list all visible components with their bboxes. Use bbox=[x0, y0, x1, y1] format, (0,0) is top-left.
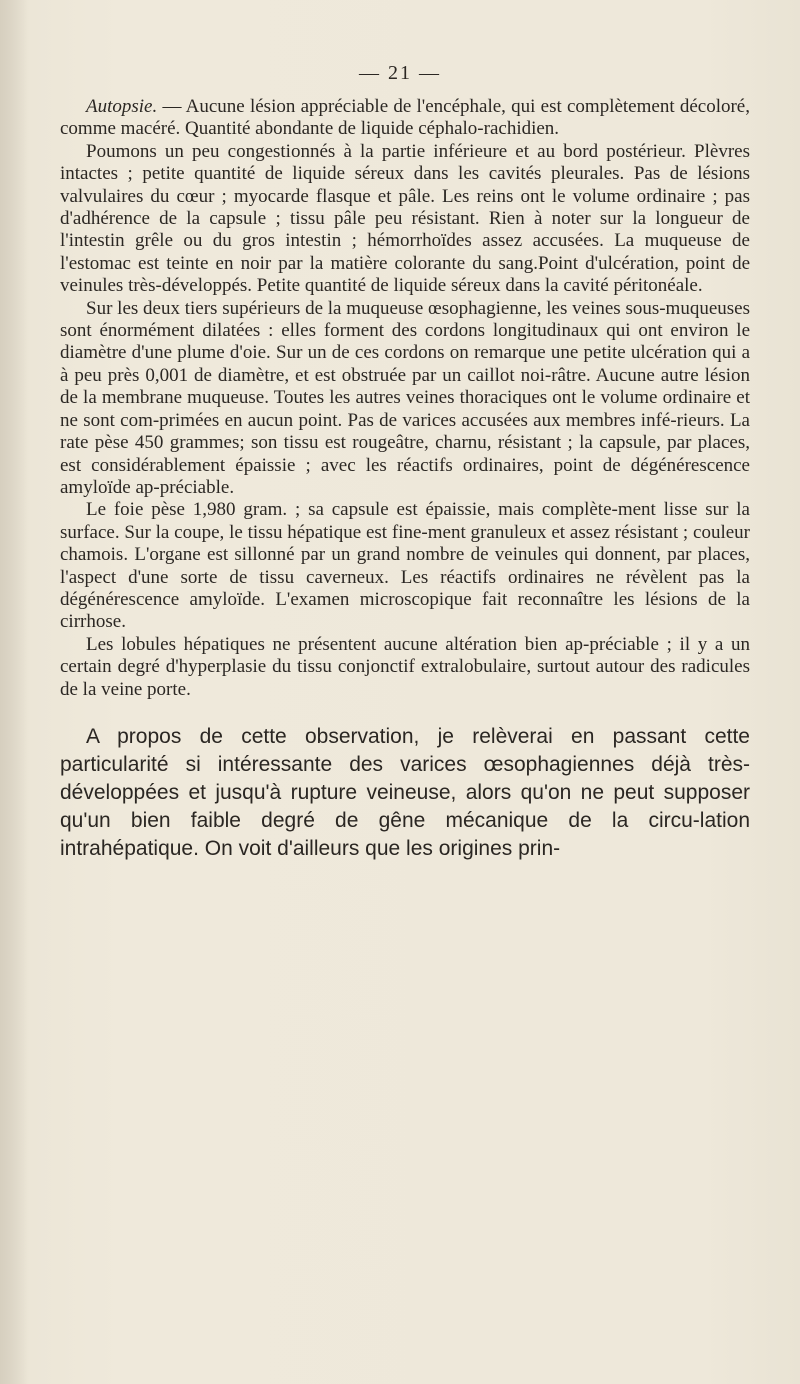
paragraph-poumons: Poumons un peu congestionnés à la partie inférieure et au bord postérieur. Plèvres intactes ; petite quantité de liquide séreux dans les cavités pleurales. Pas de lésions valvulaires du cœur ; myocarde flasque et pâle. Les reins ont le volume ordinaire ; pas d'adhérence de la capsule ; tissu pâle peu résistant. Rien à noter sur la longueur de l'intestin grêle ou du gros intestin ; hémorrhoïdes assez accusées. La muqueuse de l'estomac est teinte en noir par la matière colorante du sang.Point d'ulcération, point de veinules très-développés. Petite quantité de liquide séreux dans la cavité péritonéale. bbox=[60, 140, 750, 297]
paragraph-lead: Autopsie. bbox=[86, 96, 158, 117]
paragraph-foie: Le foie pèse 1,980 gram. ; sa capsule est épaissie, mais complète-ment lisse sur la surface. Sur la coupe, le tissu hépatique est fine-ment granuleux et assez résistant ; couleur chamois. L'organe est sillonné par un grand nombre de veinules qui donnent, par places, l'aspect d'une sorte de tissu caverneux. Les réactifs ordinaires ne révèlent pas la dégénérescence amyloïde. L'examen microscopique fait reconnaître les lésions de la cirrhose. bbox=[60, 499, 750, 633]
paragraph-oesophage: Sur les deux tiers supérieurs de la muqueuse œsophagienne, les veines sous-muqueuses sont énormément dilatées : elles forment des cordons longitudinaux qui ont environ le diamètre d'une plume d'oie. Sur un de ces cordons on remarque une petite ulcération qui a à peu près 0,001 de diamètre, et est obstruée par un caillot noi-râtre. Aucune autre lésion de la membrane muqueuse. Toutes les autres veines thoraciques ont le volume ordinaire et ne sont com-primées en aucun point. Pas de varices accusées aux membres infé-rieurs. La rate pèse 450 grammes; son tissu est rougeâtre, charnu, résistant ; la capsule, par places, est considérablement épaissie ; avec les réactifs ordinaires, point de dégénérescence amyloïde ap-préciable. bbox=[60, 297, 750, 498]
paragraph-lobules: Les lobules hépatiques ne présentent aucune altération bien ap-préciable ; il y a un certain degré d'hyperplasie du tissu conjonctif extralobulaire, surtout autour des radicules de la veine porte. bbox=[60, 633, 750, 700]
paragraph-closing: A propos de cette observation, je relèverai en passant cette particularité si intéressante des varices œsophagiennes déjà très-développées et jusqu'à rupture veineuse, alors qu'on ne peut supposer qu'un bien faible degré de gêne mécanique de la circu-lation intrahépatique. On voit d'ailleurs que les origines prin- bbox=[60, 724, 750, 860]
paragraph-text: — Aucune lésion appréciable de l'encéphale, qui est complètement décoloré, comme macéré. Quantité abondante de liquide céphalo-rachidien. bbox=[60, 96, 750, 140]
paragraph-autopsie bbox=[60, 96, 750, 141]
page-number: — 21 — bbox=[359, 62, 441, 84]
page-gutter-shadow bbox=[0, 0, 28, 1384]
body-text bbox=[60, 96, 750, 863]
